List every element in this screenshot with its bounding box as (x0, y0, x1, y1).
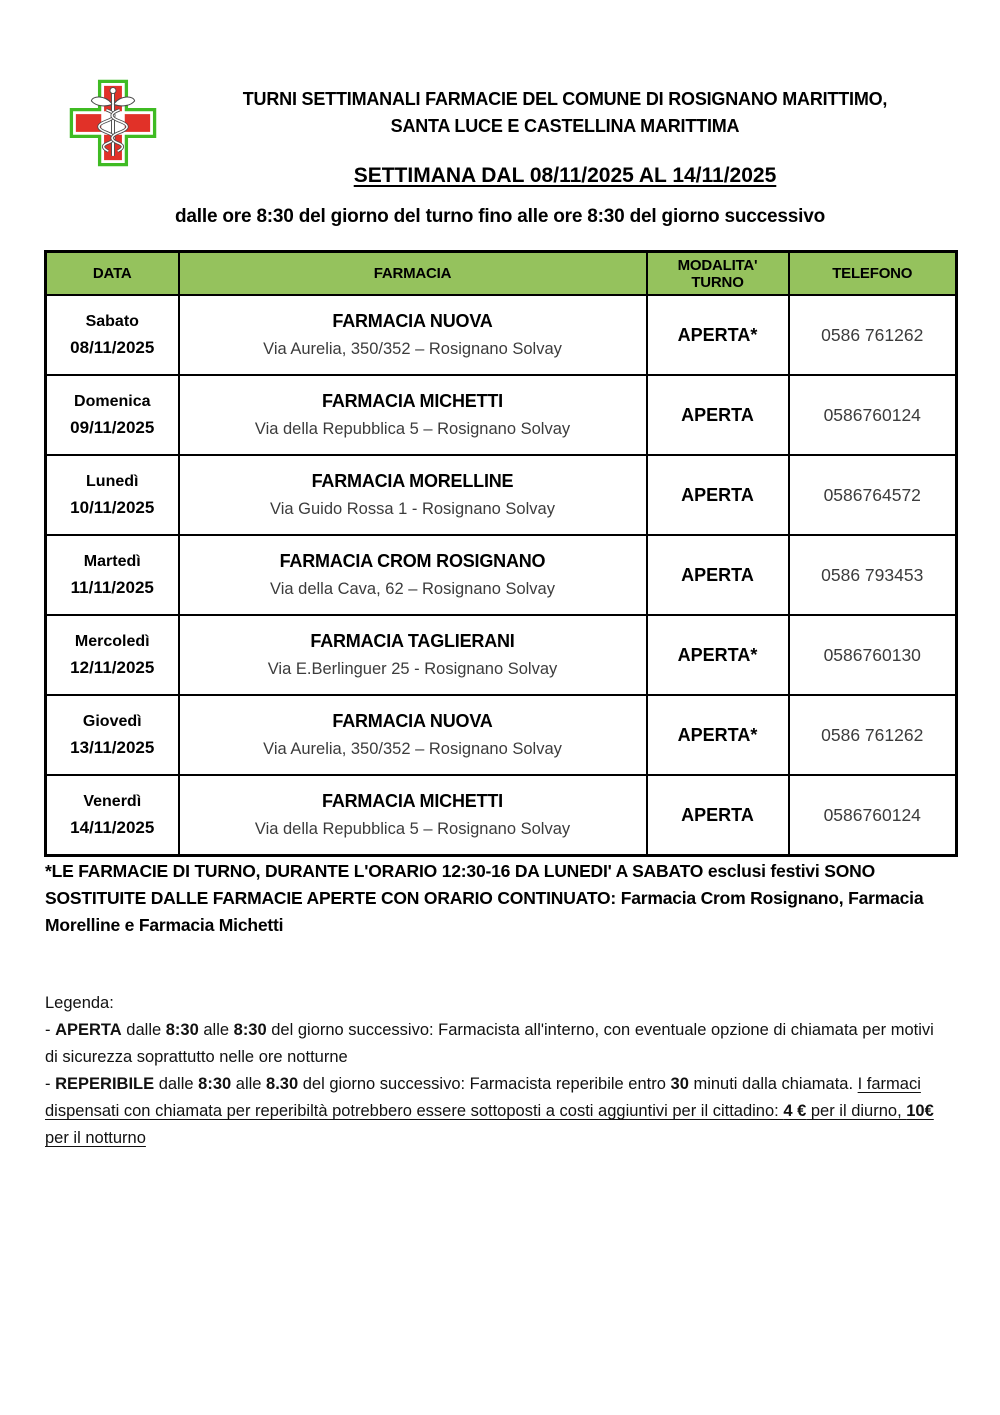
pharmacy-address: Via E.Berlinguer 25 - Rosignano Solvay (267, 660, 558, 678)
table-row (46, 775, 957, 856)
pharmacy-name: FARMACIA NUOVA (332, 311, 493, 331)
mode-label: APERTA* (677, 324, 758, 345)
day-label: Sabato (85, 312, 139, 330)
mode-label: APERTA (681, 404, 754, 425)
pharmacy-address: Via della Repubblica 5 – Rosignano Solvay (254, 420, 571, 438)
legend-text: 8:30 (165, 1021, 199, 1039)
legend-line (45, 1071, 945, 1152)
column-header: TELEFONO (789, 252, 957, 296)
legend-text: del giorno successivo: Farmacista all'interno, con eventuale opzione di chiamata per motivi di sicurezza soprattutto nelle ore notturne (45, 1021, 934, 1066)
phone-cell (789, 615, 957, 695)
date-cell (46, 775, 179, 856)
pharmacy-address: Via Aurelia, 350/352 – Rosignano Solvay (263, 340, 562, 358)
legend-text: 30 (670, 1075, 689, 1093)
pharmacy-name: FARMACIA TAGLIERANI (310, 631, 515, 651)
phone-cell (789, 535, 957, 615)
legend-text: 8.30 (266, 1075, 299, 1093)
date-label: 11/11/2025 (70, 577, 154, 597)
phone-cell (789, 775, 957, 856)
mode-label: APERTA (681, 484, 754, 505)
mode-label: APERTA (681, 804, 754, 825)
legend-text: dalle (121, 1021, 166, 1039)
pharmacy-cell (179, 455, 647, 535)
legend-text: per il notturno (45, 1129, 146, 1147)
phone-number: 0586 761262 (821, 324, 924, 345)
date-cell (46, 535, 179, 615)
pharmacy-cell (179, 535, 647, 615)
phone-cell (789, 375, 957, 455)
legend-line (45, 1017, 945, 1071)
legend-text: 4 € (783, 1102, 807, 1120)
pharmacy-address: Via Aurelia, 350/352 – Rosignano Solvay (263, 740, 562, 758)
legend-text: minuti dalla chiamata. (688, 1075, 858, 1093)
day-label: Mercoledì (74, 632, 150, 650)
date-label: 10/11/2025 (70, 497, 155, 517)
pharmacy-name: FARMACIA MICHETTI (322, 791, 503, 811)
date-cell (46, 615, 179, 695)
column-header: DATA (46, 252, 179, 296)
date-label: 13/11/2025 (70, 737, 155, 757)
phone-number: 0586760130 (823, 644, 921, 665)
table-row (46, 615, 957, 695)
day-label: Lunedì (86, 472, 139, 490)
table-header-row (46, 252, 957, 296)
column-header: MODALITA' TURNO (647, 252, 789, 296)
mode-cell (647, 695, 789, 775)
table-row (46, 455, 957, 535)
legend-text: I farmaci dispensati con chiamata per reperibiltà potrebbero essere sottoposti a costi aggiuntivi per il cittadino: (45, 1075, 921, 1120)
pharmacy-cross-icon (64, 76, 162, 170)
pharmacy-name: FARMACIA MICHETTI (322, 391, 503, 411)
pharmacy-name: FARMACIA CROM ROSIGNANO (279, 551, 546, 571)
pharmacy-cell (179, 695, 647, 775)
pharmacy-cell (179, 375, 647, 455)
table-row (46, 695, 957, 775)
pharmacy-cell (179, 615, 647, 695)
column-header: FARMACIA (179, 252, 647, 296)
pharmacy-name: FARMACIA NUOVA (332, 711, 493, 731)
pharmacy-cell (179, 295, 647, 375)
pharmacy-address: Via Guido Rossa 1 - Rosignano Solvay (270, 500, 555, 518)
table-row (46, 535, 957, 615)
footnote: *LE FARMACIE DI TURNO, DURANTE L'ORARIO 12:30-16 DA LUNEDI' A SABATO esclusi festivi SONO SOSTITUITE DALLE FARMACIE APERTE CON ORARIO CONTINUATO: Farmacia Crom Rosignano, Farmacia Morelline e Farmacia Michetti (45, 861, 924, 935)
phone-number: 0586 761262 (821, 724, 924, 745)
legend-text: del giorno successivo: Farmacista reperibile entro (298, 1075, 671, 1093)
date-label: 14/11/2025 (70, 817, 155, 837)
phone-cell (789, 695, 957, 775)
table-row (46, 375, 957, 455)
phone-number: 0586 793453 (821, 564, 924, 585)
phone-number: 0586760124 (823, 804, 921, 825)
mode-cell (647, 535, 789, 615)
phone-cell (789, 455, 957, 535)
day-label: Giovedì (82, 712, 142, 730)
pharmacy-address: Via della Repubblica 5 – Rosignano Solvay (254, 820, 571, 838)
mode-label: APERTA (681, 564, 754, 585)
legend-text: alle (198, 1021, 234, 1039)
day-label: Martedì (83, 552, 141, 570)
mode-cell (647, 375, 789, 455)
day-label: Domenica (74, 392, 151, 410)
date-cell (46, 455, 179, 535)
title-line-2: SANTA LUCE E CASTELLINA MARITTIMA (390, 116, 740, 136)
legend-text: 10€ (906, 1102, 934, 1120)
legend-text: per il diurno, (806, 1102, 907, 1120)
legend-text: 8:30 (198, 1075, 232, 1093)
phone-cell (789, 295, 957, 375)
pharmacy-cell (179, 775, 647, 856)
legend-text: APERTA (55, 1021, 122, 1039)
mode-cell (647, 295, 789, 375)
day-label: Venerdì (83, 792, 142, 810)
table-row (46, 295, 957, 375)
legend-text: - (45, 1075, 56, 1093)
mode-label: APERTA* (677, 724, 758, 745)
date-label: 09/11/2025 (70, 417, 155, 437)
date-cell (46, 695, 179, 775)
page-title (180, 86, 950, 140)
legend (45, 990, 945, 1152)
title-line-1: TURNI SETTIMANALI FARMACIE DEL COMUNE DI ROSIGNANO MARITTIMO, (242, 89, 888, 109)
legend-text: 8:30 (233, 1021, 267, 1039)
mode-label: APERTA* (677, 644, 758, 665)
mode-cell (647, 615, 789, 695)
date-cell (46, 375, 179, 455)
turns-table (44, 250, 958, 857)
date-label: 08/11/2025 (70, 337, 155, 357)
date-label: 12/11/2025 (70, 657, 155, 677)
legend-text: dalle (154, 1075, 199, 1093)
pharmacy-address: Via della Cava, 62 – Rosignano Solvay (270, 580, 555, 598)
hours-note: dalle ore 8:30 del giorno del turno fino alle ore 8:30 del giorno successivo (175, 206, 825, 227)
mode-cell (647, 455, 789, 535)
legend-title: Legenda: (45, 994, 114, 1012)
legend-text: alle (231, 1075, 267, 1093)
pharmacy-name: FARMACIA MORELLINE (311, 471, 514, 491)
legend-text: REPERIBILE (55, 1075, 155, 1093)
phone-number: 0586764572 (823, 484, 921, 505)
week-subtitle: SETTIMANA DAL 08/11/2025 AL 14/11/2025 (353, 164, 777, 187)
mode-cell (647, 775, 789, 856)
legend-text: - (45, 1021, 56, 1039)
date-cell (46, 295, 179, 375)
phone-number: 0586760124 (823, 404, 921, 425)
